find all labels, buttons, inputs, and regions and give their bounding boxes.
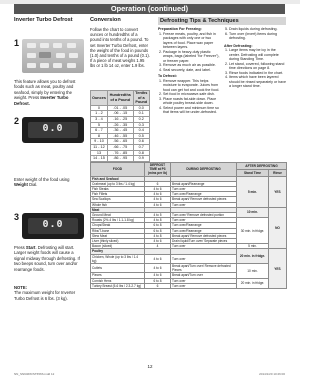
header-rinse: Rinse (269, 169, 287, 176)
note-text: NOTE: The maximum weight for Inverter Turbo Defrost is 6 lbs. (3 kg). (14, 285, 76, 301)
table-row: 1 - 2 .06 - .15 0.1 (91, 111, 150, 117)
list-item: 2. Let stand, covered, following stand time directions on page 8. (229, 62, 286, 71)
table-row: Sea Scallops 4 to 6 Break apart/ Remove defrosted pieces (91, 197, 287, 202)
after-list (224, 48, 286, 89)
conversion-intro: Follow the chart to convert ounces or hundredths of a pound into tenths of a pound. To set Inverter Turbo Defrost, enter the weight of the food in pounds (1.0) and tenths of a pound (0.1). If a piece of meat weighs 1.95 lbs or 1 lb 14 oz, enter 1.9 lbs. (90, 27, 150, 69)
table-row: Chicken, Whole (up to 3 lbs / 1.4 kg) 4 to 6 Turn over (91, 254, 287, 263)
conversion-column (90, 17, 150, 161)
table-row: Cornish Hens 6 to 8 Turn over 20 min. in fridge. (91, 278, 287, 283)
table-row: Cutlets 4 to 6 Break apart/Turn over/ Remove defrosted Pieces 10 min. (91, 264, 287, 273)
header-during: DURING DEFROSTING (171, 163, 237, 177)
prep-title: Preparation For Freezing: (158, 27, 202, 31)
list-item: 2. Package in heavy-duty plastic wraps, bags (labeled "for Freezer"), or freezer paper. (163, 50, 220, 64)
rinse-fish: YES (269, 176, 287, 207)
after-title: After Defrosting: (224, 43, 253, 48)
table-row: Pieces 4 to 6 Break apart/Turn over (91, 273, 287, 278)
step3-text: Press Start. Defrosting will start. Larger weight foods will cause a signal midway through defrosting. If two beeps sound, turn over and/or rearrange foods. (14, 245, 80, 272)
step-number-2: 2 (14, 116, 20, 126)
conversion-header-ounces: Ounces (91, 91, 108, 106)
prep-list (158, 32, 220, 73)
tips-left (158, 27, 220, 115)
table-row: Crabmeat (up to 3 lbs / 1.4 kg) 6 Break apart/Rearrange (91, 181, 287, 186)
list-item: 4. Seal securely, date, and label. (163, 68, 220, 73)
turbo-defrost-title: Inverter Turbo Defrost (14, 17, 73, 23)
table-row: Fish Fillets 4 to 6 Turn over/Rearrange (91, 192, 287, 197)
tips-right (224, 27, 286, 89)
list-item: 1. Remove wrapper. This helps moisture to evaporate. Juices from food can get hot and cook the food. (163, 79, 220, 93)
table-row: Poultry 20 min. in fridge. YES (91, 249, 287, 254)
step2-text: Enter weight of the food using Weight Dial. (14, 177, 70, 188)
step1-text: This feature allows you to defrost foods such as meat, poultry and seafood, simply by entering the weight. Press Inverter Turbo Defrost. (14, 79, 76, 106)
step-number-3: 3 (14, 212, 20, 222)
stand-poultry-a: 20 min. in fridge. (237, 249, 269, 264)
defrost-list-continued (224, 27, 286, 41)
rinse-meat: NO (269, 207, 287, 249)
list-item: 2. Set food in microwave-safe dish. (163, 92, 220, 97)
conversion-title: Conversion (90, 17, 121, 23)
defrost-title: To Defrost: (158, 74, 177, 78)
table-row: Turkey Breast (5-6 lbs / 2.3-2.7 kg) 6 Turn over (91, 283, 287, 288)
table-row: Ground Meat 4 to 5 Turn over/ Remove defrosted portion (91, 213, 287, 218)
page-number: 12 (147, 364, 153, 369)
step-number-1: 1 (14, 38, 20, 48)
stand-poultry-b: 10 min. (237, 264, 269, 279)
stand-poultry-c: 20 min. in fridge. (237, 278, 269, 288)
conversion-header-tenths: Tenths of a Pound (133, 91, 149, 106)
table-row: 5 .26 - .35 0.3 (91, 122, 150, 128)
header-stand-time: Stand Time (237, 169, 269, 176)
table-row: 6 - 7 .36 - .45 0.4 (91, 128, 150, 134)
table-row: Ribs/T-bone 6 to 8 Turn over/Rearrange (91, 228, 287, 233)
table-row: 8 .46 - .55 0.5 (91, 133, 150, 139)
list-item: 4. Select power and minimum time so that items will be under-defrosted. (163, 106, 220, 115)
page-header: Operation (continued) (14, 4, 285, 14)
stand-meat-b: 30 min. in fridge. (237, 218, 269, 244)
header-defrost-time: DEFROST TIME at P3 (mins per lb) (145, 163, 171, 177)
table-row: Meat 10 min. NO (91, 207, 287, 212)
table-row: Chops/Steak 6 to 8 Turn over/Rearrange (91, 223, 287, 228)
table-row: Liver (thinly sliced) 4 to 6 Drain liquid/Turn over/ Separate pieces (91, 239, 287, 244)
table-row: 3 - 4 .16 - .25 0.2 (91, 116, 150, 122)
control-panel-image-1 (22, 39, 84, 73)
conversion-table (90, 90, 150, 162)
footer-timestamp: 2014/1/20 10:26:00 (259, 372, 285, 376)
defrost-table (90, 162, 287, 289)
table-row: Stew Meat 4 to 8 Break apart/ Remove defrosted pieces (91, 233, 287, 238)
header-food: FOOD (91, 163, 145, 177)
table-row: 11 - 12 .66 - .75 0.7 (91, 144, 150, 150)
turbo-defrost-column (14, 17, 84, 301)
list-item: 1. Large items may be icy in the center. Defrosting will complete during Standing Time. (229, 48, 286, 62)
list-item: 6. Turn over (invert) items during defrosting. (229, 32, 286, 41)
tips-title: Defrosting Tips & Techniques (158, 17, 286, 25)
table-row: 9 - 10 .56 - .65 0.6 (91, 139, 150, 145)
table-row: Fish Steaks 4 to 6 Turn over (91, 187, 287, 192)
stand-meat-a: 10 min. (237, 207, 269, 217)
table-row: 13 .76 - .85 0.8 (91, 150, 150, 156)
list-item: 3. Rinse foods indicated in the chart. (229, 71, 286, 76)
defrost-list (158, 79, 220, 115)
list-item: 3. Place roasts fat-side down. Place whole poultry breast-side down. (163, 97, 220, 106)
defrost-table-wrap (90, 162, 286, 289)
rinse-poultry: YES (269, 249, 287, 289)
table-row: Roasts (2½-4 lbs / 1.1-1.8 kg) 4 to 8 Turn over 30 min. in fridge. (91, 218, 287, 223)
turbo-defrost-button (39, 52, 51, 58)
table-row: Bacon (sliced) 4 Turn over 5 min. (91, 244, 287, 249)
stand-fish: 5 min. (237, 176, 269, 207)
display-readout-3: 0.0 (42, 219, 64, 230)
print-footer (14, 372, 285, 376)
header-after: AFTER DEFROSTING (237, 163, 287, 170)
stand-bacon: 5 min. (237, 244, 269, 249)
list-item: 4. Items which have been layered should be rinsed separately or have a longer stand time. (229, 75, 286, 89)
list-item: 5. Drain liquids during defrosting. (229, 27, 286, 32)
table-row: 14 - 15 .86 - .95 0.9 (91, 156, 150, 162)
display-image-3 (22, 213, 84, 239)
footer-file: NN_SN946W/ST656S.indd 12 (14, 372, 55, 376)
display-image-2 (22, 117, 84, 143)
display-readout-2: 0.0 (42, 123, 64, 134)
table-row: 0 .01 - .05 0.0 (91, 105, 150, 111)
list-item: 1. Freeze meats, poultry, and fish in packages with only one or two layers of food. Place wax paper between layers. (163, 32, 220, 50)
conversion-header-hundredths: Hundredths of a Pound (107, 91, 133, 106)
table-row: Fish and Seafood 5 min. YES (91, 176, 287, 181)
table-row: Whole fish 4 to 6 Turn over (91, 202, 287, 207)
list-item: 3. Remove as much air as possible. (163, 63, 220, 68)
